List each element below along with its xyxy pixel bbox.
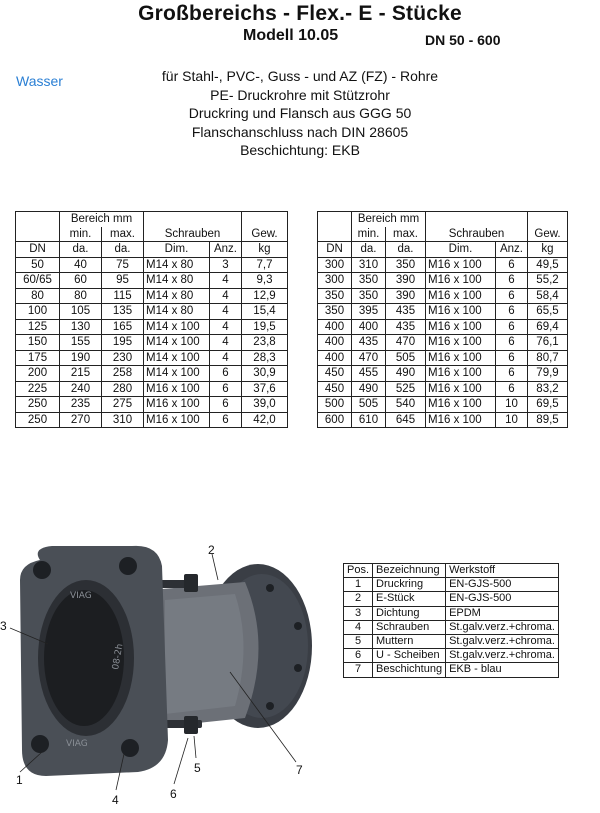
dim-cell: M14 x 100 (144, 335, 210, 351)
table-row (16, 335, 288, 351)
dim-cell: M16 x 100 (426, 381, 496, 397)
leader-line (212, 554, 218, 580)
dim-cell: M14 x 100 (144, 350, 210, 366)
qty-cell: 6 (210, 412, 242, 428)
weight-cell: 49,5 (528, 257, 568, 273)
qty-cell: 6 (496, 257, 528, 273)
dn-cell: 450 (318, 381, 352, 397)
max-cell: 435 (386, 304, 426, 320)
table-row (344, 649, 559, 663)
seal-shape (44, 590, 124, 726)
qty-header: Anz. (496, 242, 528, 258)
dn-cell: 350 (318, 288, 352, 304)
table-row (16, 304, 288, 320)
model-number: Modell 10.05 (243, 27, 339, 44)
qty-cell: 4 (210, 350, 242, 366)
weight-cell: 83,2 (528, 381, 568, 397)
table-row (318, 273, 568, 289)
da-max-header: da. (102, 242, 144, 258)
callout-5: 5 (194, 761, 201, 775)
qty-cell: 4 (210, 335, 242, 351)
max-cell: 135 (102, 304, 144, 320)
min-cell: 130 (60, 319, 102, 335)
weight-cell: 37,6 (242, 381, 288, 397)
min-cell: 470 (352, 350, 386, 366)
weight-cell: 9,3 (242, 273, 288, 289)
min-header: min. (352, 227, 386, 242)
dn-range: DN 50 - 600 (425, 32, 501, 48)
table-row (16, 412, 288, 428)
qty-cell: 6 (210, 397, 242, 413)
table-row (318, 412, 568, 428)
max-cell: 275 (102, 397, 144, 413)
callout-1: 1 (16, 773, 23, 787)
dn-cell: 175 (16, 350, 60, 366)
description-line: Flanschanschluss nach DIN 28605 (191, 123, 409, 140)
weight-cell: 80,7 (528, 350, 568, 366)
qty-cell: 6 (496, 288, 528, 304)
dn-cell: 225 (16, 381, 60, 397)
table-row (16, 273, 288, 289)
qty-cell: 6 (210, 366, 242, 382)
da-min-header: da. (352, 242, 386, 258)
qty-cell: 3 (210, 257, 242, 273)
table-row (344, 635, 559, 649)
min-cell: 40 (60, 257, 102, 273)
pos-cell: 2 (344, 592, 373, 606)
nut-shape (184, 716, 198, 734)
dim-cell: M16 x 100 (426, 288, 496, 304)
dim-header: Dim. (426, 242, 496, 258)
da-min-header: da. (60, 242, 102, 258)
weight-cell: 7,7 (242, 257, 288, 273)
description-line: Druckring und Flansch aus GGG 50 (188, 105, 412, 122)
bolt-head-shape (31, 735, 49, 753)
dn-cell: 50 (16, 257, 60, 273)
table-row (318, 350, 568, 366)
table-row (16, 288, 288, 304)
material-cell: EN-GJS-500 (446, 578, 559, 592)
table-row (318, 319, 568, 335)
dn-cell: 300 (318, 273, 352, 289)
sleeve-highlight-shape (165, 594, 244, 714)
coupling-illustration (0, 540, 340, 813)
max-cell: 230 (102, 350, 144, 366)
qty-cell: 10 (496, 412, 528, 428)
min-cell: 235 (60, 397, 102, 413)
weight-cell: 39,0 (242, 397, 288, 413)
material-header: Werkstoff (446, 564, 559, 578)
product-description (130, 67, 470, 160)
name-cell: Beschichtung (373, 663, 446, 677)
dimension-table-left (15, 211, 288, 428)
dn-cell: 500 (318, 397, 352, 413)
dn-header: DN (318, 242, 352, 258)
max-cell: 258 (102, 366, 144, 382)
weight-cell: 23,8 (242, 335, 288, 351)
weight-header: Gew. (528, 227, 568, 242)
min-cell: 350 (352, 288, 386, 304)
min-cell: 190 (60, 350, 102, 366)
max-cell: 310 (102, 412, 144, 428)
dim-cell: M14 x 100 (144, 319, 210, 335)
pos-cell: 6 (344, 649, 373, 663)
max-cell: 645 (386, 412, 426, 428)
dim-cell: M16 x 100 (426, 273, 496, 289)
table-row (318, 397, 568, 413)
flange-bolt-hole-shape (266, 702, 274, 710)
kg-header: kg (528, 242, 568, 258)
min-cell: 105 (60, 304, 102, 320)
bolts-header: Schrauben (144, 227, 242, 242)
min-cell: 455 (352, 366, 386, 382)
weight-cell: 30,9 (242, 366, 288, 382)
min-cell: 310 (352, 257, 386, 273)
weight-cell: 69,4 (528, 319, 568, 335)
table-row (16, 366, 288, 382)
dn-cell: 100 (16, 304, 60, 320)
material-cell: EPDM (446, 606, 559, 620)
parts-list-table (343, 563, 559, 678)
table-row (318, 335, 568, 351)
weight-cell: 42,0 (242, 412, 288, 428)
dn-cell: 200 (16, 366, 60, 382)
callout-3: 3 (0, 619, 7, 633)
dim-cell: M14 x 80 (144, 257, 210, 273)
name-cell: Muttern (373, 635, 446, 649)
qty-cell: 6 (496, 381, 528, 397)
nut-shape (184, 574, 198, 592)
dim-cell: M14 x 80 (144, 304, 210, 320)
dn-cell: 400 (318, 350, 352, 366)
qty-cell: 4 (210, 288, 242, 304)
kg-header: kg (242, 242, 288, 258)
table-row (16, 397, 288, 413)
min-cell: 400 (352, 319, 386, 335)
max-header: max. (386, 227, 426, 242)
pos-cell: 5 (344, 635, 373, 649)
max-cell: 490 (386, 366, 426, 382)
dim-cell: M14 x 80 (144, 273, 210, 289)
table-row (318, 381, 568, 397)
dim-header: Dim. (144, 242, 210, 258)
qty-cell: 4 (210, 273, 242, 289)
dim-cell: M16 x 100 (426, 304, 496, 320)
name-header: Bezeichnung (373, 564, 446, 578)
name-cell: Schrauben (373, 620, 446, 634)
flange-bolt-hole-shape (294, 664, 302, 672)
weight-cell: 55,2 (528, 273, 568, 289)
weight-cell: 69,5 (528, 397, 568, 413)
qty-cell: 6 (496, 366, 528, 382)
pos-cell: 4 (344, 620, 373, 634)
min-cell: 505 (352, 397, 386, 413)
pos-header: Pos. (344, 564, 373, 578)
min-cell: 240 (60, 381, 102, 397)
max-cell: 390 (386, 273, 426, 289)
bolt-head-shape (119, 557, 137, 575)
dn-cell: 125 (16, 319, 60, 335)
table-row (16, 319, 288, 335)
max-cell: 95 (102, 273, 144, 289)
max-cell: 115 (102, 288, 144, 304)
qty-cell: 4 (210, 304, 242, 320)
dimension-table-right (317, 211, 568, 428)
qty-cell: 6 (496, 273, 528, 289)
casting-mark: VIAG (70, 591, 92, 601)
table-row (16, 257, 288, 273)
weight-cell: 76,1 (528, 335, 568, 351)
pos-cell: 1 (344, 578, 373, 592)
dim-cell: M16 x 100 (144, 412, 210, 428)
table-row (318, 288, 568, 304)
max-cell: 435 (386, 319, 426, 335)
dn-cell: 350 (318, 304, 352, 320)
bolt-head-shape (33, 561, 51, 579)
dim-cell: M14 x 100 (144, 366, 210, 382)
weight-cell: 15,4 (242, 304, 288, 320)
pos-cell: 3 (344, 606, 373, 620)
min-cell: 350 (352, 273, 386, 289)
callout-4: 4 (112, 793, 119, 807)
dn-cell: 450 (318, 366, 352, 382)
weight-cell: 12,9 (242, 288, 288, 304)
description-line: PE- Druckrohre mit Stützrohr (210, 86, 390, 103)
min-cell: 80 (60, 288, 102, 304)
callout-7: 7 (296, 763, 303, 777)
name-cell: U - Scheiben (373, 649, 446, 663)
dn-cell: 60/65 (16, 273, 60, 289)
dn-cell: 150 (16, 335, 60, 351)
description-line: Beschichtung: EKB (240, 142, 360, 159)
min-cell: 610 (352, 412, 386, 428)
max-cell: 75 (102, 257, 144, 273)
qty-cell: 10 (496, 397, 528, 413)
weight-header: Gew. (242, 227, 288, 242)
qty-cell: 4 (210, 319, 242, 335)
medium-label: Wasser (16, 73, 63, 89)
callout-6: 6 (170, 787, 177, 801)
min-cell: 395 (352, 304, 386, 320)
dim-cell: M16 x 100 (426, 350, 496, 366)
table-row (344, 663, 559, 677)
da-max-header: da. (386, 242, 426, 258)
material-cell: St.galv.verz.+chroma. (446, 649, 559, 663)
dim-cell: M16 x 100 (426, 366, 496, 382)
table-row (344, 592, 559, 606)
max-cell: 470 (386, 335, 426, 351)
weight-cell: 19,5 (242, 319, 288, 335)
weight-cell: 89,5 (528, 412, 568, 428)
table-row (318, 304, 568, 320)
table-row (16, 350, 288, 366)
weight-cell: 28,3 (242, 350, 288, 366)
qty-cell: 6 (496, 335, 528, 351)
table-row (344, 606, 559, 620)
name-cell: Dichtung (373, 606, 446, 620)
max-cell: 165 (102, 319, 144, 335)
dim-cell: M16 x 100 (144, 397, 210, 413)
table-row (344, 620, 559, 634)
dn-cell: 250 (16, 397, 60, 413)
dn-cell: 300 (318, 257, 352, 273)
flange-bolt-hole-shape (294, 622, 302, 630)
range-header: Bereich mm (352, 212, 426, 227)
bolts-header: Schrauben (426, 227, 528, 242)
table-row (344, 578, 559, 592)
table-row (318, 366, 568, 382)
max-cell: 540 (386, 397, 426, 413)
dn-cell: 250 (16, 412, 60, 428)
max-header: max. (102, 227, 144, 242)
flange-bolt-hole-shape (266, 584, 274, 592)
casting-mark: VIAG (66, 739, 88, 749)
pos-cell: 7 (344, 663, 373, 677)
casting-mark: 08-2h (111, 643, 126, 671)
qty-cell: 6 (496, 304, 528, 320)
page-title: Großbereichs - Flex.- E - Stücke (138, 2, 462, 25)
callout-2: 2 (208, 543, 215, 557)
dn-header: DN (16, 242, 60, 258)
dim-cell: M16 x 100 (426, 319, 496, 335)
min-cell: 270 (60, 412, 102, 428)
name-cell: Druckring (373, 578, 446, 592)
min-cell: 490 (352, 381, 386, 397)
max-cell: 195 (102, 335, 144, 351)
dim-cell: M16 x 100 (426, 257, 496, 273)
weight-cell: 58,4 (528, 288, 568, 304)
weight-cell: 79,9 (528, 366, 568, 382)
max-cell: 350 (386, 257, 426, 273)
material-cell: St.galv.verz.+chroma. (446, 635, 559, 649)
material-cell: St.galv.verz.+chroma. (446, 620, 559, 634)
leader-line (174, 738, 188, 784)
dn-cell: 600 (318, 412, 352, 428)
weight-cell: 65,5 (528, 304, 568, 320)
min-cell: 60 (60, 273, 102, 289)
min-cell: 155 (60, 335, 102, 351)
table-row (16, 381, 288, 397)
dn-cell: 400 (318, 335, 352, 351)
max-cell: 280 (102, 381, 144, 397)
dim-cell: M14 x 80 (144, 288, 210, 304)
min-cell: 435 (352, 335, 386, 351)
dim-cell: M16 x 100 (144, 381, 210, 397)
dn-cell: 80 (16, 288, 60, 304)
dim-cell: M16 x 100 (426, 397, 496, 413)
dim-cell: M16 x 100 (426, 412, 496, 428)
range-header: Bereich mm (60, 212, 144, 227)
dn-cell: 400 (318, 319, 352, 335)
material-cell: EN-GJS-500 (446, 592, 559, 606)
qty-cell: 6 (496, 319, 528, 335)
max-cell: 525 (386, 381, 426, 397)
leader-line (194, 736, 196, 758)
material-cell: EKB - blau (446, 663, 559, 677)
max-cell: 390 (386, 288, 426, 304)
min-header: min. (60, 227, 102, 242)
qty-cell: 6 (496, 350, 528, 366)
qty-header: Anz. (210, 242, 242, 258)
qty-cell: 6 (210, 381, 242, 397)
table-row (318, 257, 568, 273)
name-cell: E-Stück (373, 592, 446, 606)
description-line: für Stahl-, PVC-, Guss - und AZ (FZ) - Rohre (161, 68, 439, 84)
dim-cell: M16 x 100 (426, 335, 496, 351)
min-cell: 215 (60, 366, 102, 382)
max-cell: 505 (386, 350, 426, 366)
